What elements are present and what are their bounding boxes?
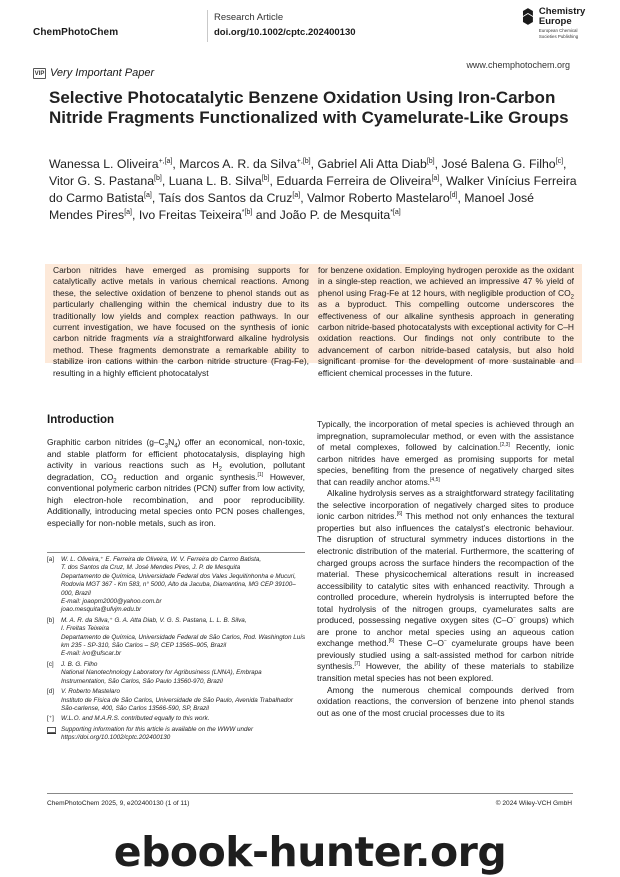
publisher-logo xyxy=(521,7,620,39)
author-name xyxy=(317,157,434,171)
footer-copyright: © 2024 Wiley-VCH GmbH xyxy=(495,800,572,807)
author-name-text: Vitor G. S. Pastana xyxy=(49,174,155,188)
affiliation-text: W.L.O. and M.A.R.S. contributed equally to this work. xyxy=(61,715,210,723)
intro-paragraph-1: Graphitic carbon nitrides $(g-C_3N_4)$ offer an economical, non-toxic, and stable platform for efficient photocatalysis, displaying high activity in various reactions such as $H_2$ evolution, pollutant degradation, $CO_2$ reduction and organic synthesis.[1] However, conventional polymeric carbon nitrides (PCN) suffer from low activity, high electron-hole recombination, and poor reproducibility. Additionally, introducing metal species onto PCN poses challenges, especially for non-noble metals, such as iron. xyxy=(47,437,305,528)
author-list: Wanessa L. Oliveira$^{+,[a]}$, Marcos A. R. da Silva$^{+,[b]}$, Gabriel Ali Atta Diab[b], José Balena G. Filho[c], Vitor G. S. Pastana[b], Luana L. B. Silva[b], Eduarda Ferreira de Oliveira[a], Walker Vinícius Ferreira do Carmo Batista[a], Taís dos Santos da Cruz[a], Valmor Roberto Mastelaro[d], Manoel José Mendes Pires[a], Ivo Freitas Teixeira$^{*[b]}$ and João P. de Mesquita$^{*[a]}$ xyxy=(49,157,577,222)
author-affiliation-mark: [c] xyxy=(555,157,564,165)
footer-citation: ChemPhotoChem 2025, 9, e202400130 (1 of 11) xyxy=(47,800,190,807)
author-affiliation-mark: [b] xyxy=(426,157,435,165)
header-divider xyxy=(207,10,208,42)
affiliation-label: [b] xyxy=(47,616,55,624)
author-affiliation-mark: +,[b] xyxy=(296,157,311,165)
affiliation-text: V. Roberto Mastelaro Instituto de Física de São Carlos, Universidade de São Paulo, Avenida Trabalhador São-carlense, 400, São Carlos 13566-590, SP, Brazil xyxy=(61,688,293,712)
intro-paragraph-4: Among the numerous chemical compounds derived from oxidation reactions, the conversion of benzene into phenol stands out as one of the most crucial processes due to its xyxy=(317,684,574,718)
affiliation-entry xyxy=(47,726,307,743)
author-name xyxy=(169,174,270,188)
article-type: Research Article xyxy=(214,12,284,23)
chemistry-europe-logo-icon xyxy=(521,8,535,25)
abstract-column-left: Carbon nitrides have emerged as promising supports for catalytically active metals in various chemical reactions. Among these, the selective oxidation of benzene to phenol stands out as particularly challenging within the chemical industry due to its traditionally low yields and complex reaction pathways. In our current investigation, we have focused on the synthesis of ionic carbon nitride fragments via a straightforward alkaline hydrolysis method. These fragments demonstrate a remarkable ability to stabilize iron cations within the carbon nitride structure (Frag-Fe), resulting in a highly efficient photocatalyst xyxy=(53,265,310,378)
affiliation-text: Supporting information for this article is available on the WWW under https://doi.org/10.1002/cptc.202400130 xyxy=(61,725,254,742)
author-affiliation-mark: *[a] xyxy=(390,208,401,216)
author-name-text: Gabriel Ali Atta Diab xyxy=(317,157,427,171)
author-affiliation-mark: [a] xyxy=(144,191,152,199)
author-affiliation-mark: [b] xyxy=(261,174,270,182)
author-affiliation-mark: *[b] xyxy=(241,208,253,216)
journal-name: ChemPhotoChem xyxy=(33,27,119,38)
affiliation-label: [⁺] xyxy=(47,715,54,723)
affiliation-label: [a] xyxy=(47,556,55,563)
author-name-text: Luana L. B. Silva xyxy=(168,174,262,188)
footer-divider xyxy=(47,793,573,794)
body-column-right xyxy=(317,419,574,719)
affiliation-text: M. A. R. da Silva,⁺ G. A. Atta Diab, V. G. S. Pastana, L. L. B. Silva, I. Freitas Teixeira Departamento de Química, Universidade Federal de São Carlos, Rod. Washington Luís km 235 - SP-310, São Carlos – SP, CEP 13565–905, Brazil E-mail: ivo@ufscar.br xyxy=(61,616,306,658)
author-name-text: Marcos A. R. da Silva xyxy=(179,157,297,171)
affiliations-divider xyxy=(47,552,305,553)
affiliation-text: J. B. G. Filho National Nanotechnology Laboratory for Agribusiness (LNNA), Embrapa Instrumentation, São Carlos, São Paulo 13560-970, Brazil xyxy=(61,660,262,685)
introduction-heading: Introduction xyxy=(47,414,115,426)
author-name xyxy=(158,191,300,205)
affiliation-entry xyxy=(47,661,307,686)
author-name-text: José Balena G. Filho xyxy=(441,157,556,171)
author-name xyxy=(179,157,310,171)
watermark: ebook-hunter.org xyxy=(113,828,507,876)
author-name xyxy=(139,208,252,222)
affiliation-entry xyxy=(47,715,307,723)
article-doi[interactable]: doi.org/10.1002/cptc.202400130 xyxy=(214,27,356,38)
intro-paragraph-2: Typically, the incorporation of metal species is achieved through an impregnation, supramolecular method, or even with the assistance of metal complexes, followed by calcination.[2,3] Recently, ionic carbon nitrides have emerged as promising supports for metal species, benefiting from the presence of negatively charged sites that can readily anchor atoms.[4,5] xyxy=(317,419,574,487)
author-name xyxy=(276,174,439,188)
publisher-subtitle-1: European Chemical xyxy=(538,28,578,33)
publisher-name: Chemistry Europe xyxy=(538,6,586,27)
publisher-subtitle-2: Societies Publishing xyxy=(538,34,579,40)
affiliations xyxy=(47,556,307,745)
affiliation-text: W. L. Oliveira,⁺ E. Ferreira de Oliveira, W. V. Ferreira do Carmo Batista, T. dos Santos da Cruz, M. José Mendes Pires, J. P. de Mesquita Departamento de Química, Universidade Federal dos Vales Jequitinhonha e Mucuri, Rodovia MGT 367 - Km 583, n° 5000, Alto da Jacuba, Diamantina, MG CEP 39100–000, Brazil E-mail: joaopm2000@yahoo.com.br joao.mesquita@ufvjm.edu.br xyxy=(61,556,296,614)
journal-website[interactable]: www.chemphotochem.org xyxy=(466,60,570,70)
author-affiliation-mark: [d] xyxy=(449,191,458,199)
author-name xyxy=(307,191,457,205)
author-name-text: Valmor Roberto Mastelaro xyxy=(307,191,450,205)
intro-paragraph-3: Alkaline hydrolysis serves as a straightforward strategy facilitating the selective incorporation of negatively charged sites to produce ionic carbon nitrides.[6] This method not only enhances the textural properties but also influences the catalyst’s electronic behaviour. The disruption of structural symmetry induces distortions in the electronic distribution of the material. Furthermore, the scattering of charged groups across the surface hinders the recompaction of the material. These physicochemical alterations result in increased accessibility to catalytic sites with enhanced reactivity. Through a controlled procedure, wherein hydrolysis is interrupted before the total hydrolysis of the nitrogen groups, cyamelurates salts are produced, possessing negative oxygen sites (C–O− groups) which are prone to anchor metal species using an aqueous cation exchange method.[6] These C–O− cyamelurate groups have been previously studied using a salt-assisted method for carbon nitride synthesis.[7] However, the ability of these materials to stabilize transition metal species has not been explored. xyxy=(317,488,575,684)
affiliation-label: [d] xyxy=(47,688,55,696)
affiliation-entry xyxy=(47,556,307,615)
author-affiliation-mark: [a] xyxy=(124,208,132,216)
author-affiliation-mark: [a] xyxy=(431,174,440,182)
author-name-text: Walker Vinícius Ferreira do Carmo Batista xyxy=(49,174,577,205)
affiliation-label: [c] xyxy=(47,660,54,668)
affiliation-entry xyxy=(47,617,307,659)
abstract-box xyxy=(45,264,582,378)
author-name-text: Ivo Freitas Teixeira xyxy=(138,208,242,222)
author-affiliation-mark: +,[a] xyxy=(158,157,173,165)
author-name xyxy=(280,208,401,222)
article-title: Selective Photocatalytic Benzene Oxidation Using Iron-Carbon Nitride Fragments Functionalized with Cyamelurate-Like Groups xyxy=(49,88,569,127)
author-name xyxy=(441,157,563,171)
body-column-left xyxy=(47,437,305,529)
author-name-text: João P. de Mesquita xyxy=(279,208,391,222)
vip-icon: VIP xyxy=(33,68,46,79)
supporting-info-icon xyxy=(47,726,61,743)
author-affiliation-mark: [a] xyxy=(292,191,301,199)
author-affiliation-mark: [b] xyxy=(154,174,162,182)
author-name-text: Manoel José Mendes Pires xyxy=(49,191,535,222)
vip-label: Very Important Paper xyxy=(50,67,155,79)
author-name-text: Taís dos Santos da Cruz xyxy=(158,191,293,205)
author-name-text: Wanessa L. Oliveira xyxy=(49,157,159,171)
author-name-text: Eduarda Ferreira de Oliveira xyxy=(276,174,432,188)
affiliation-entry xyxy=(47,688,307,713)
author-name xyxy=(49,174,162,188)
abstract-column-right: for benzene oxidation. Employing hydrogen peroxide as the oxidant in a single-step reaction, we achieved an impressive 47 % yield of phenol using Frag-Fe at 12 hours, with negligible production of $CO_2$ as a byproduct. This compelling outcome underscores the effectiveness of our alkaline synthesis approach in generating carbon nitride-based photocatalysts with exceptional activity for C–H oxidation reactions. Our findings not only contribute to the advancement of carbon nitride-based catalysis, but also hold significant promise for the development of more sustainable and efficient chemical processes in the future. xyxy=(318,265,574,378)
author-name xyxy=(49,157,172,171)
